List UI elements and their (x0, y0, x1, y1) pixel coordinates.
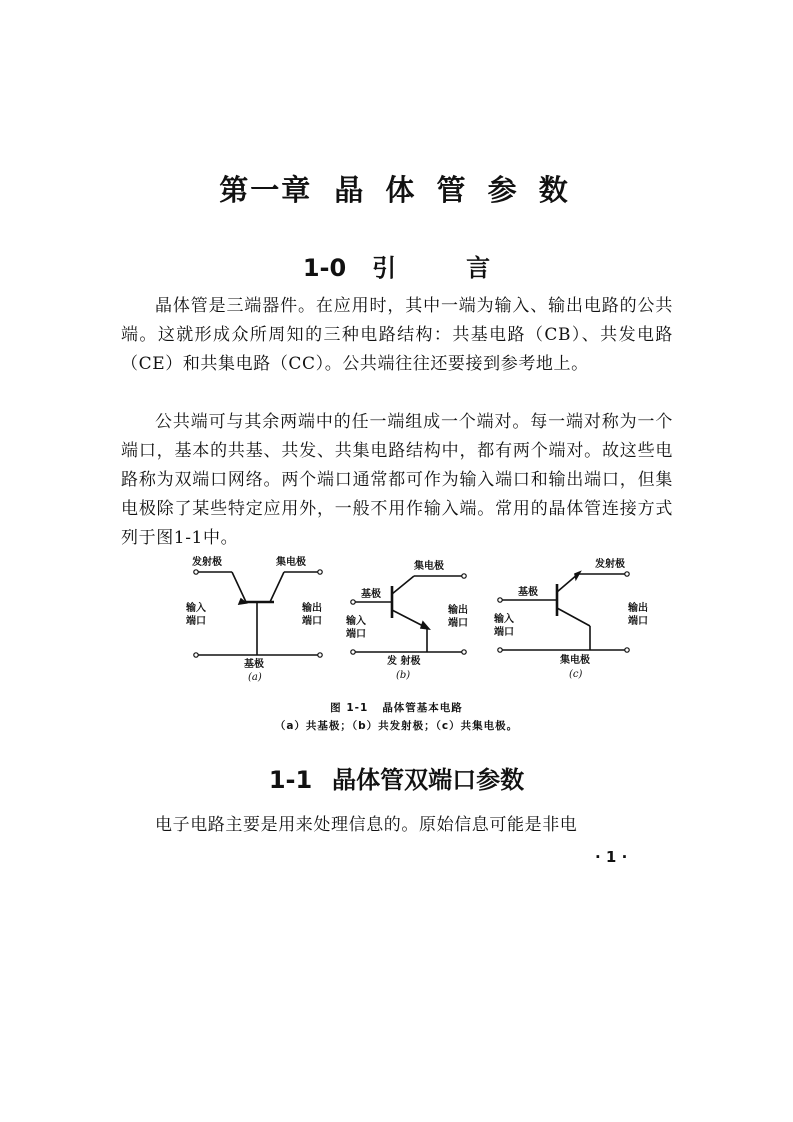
a-base-label: 基极 (244, 659, 264, 670)
c-input-label-2: 端口 (494, 627, 514, 638)
figure-caption-detail: （a）共基极；（b）共发射极；（c）共集电极。 (274, 720, 519, 732)
figure-number: 图 1-1 (330, 702, 369, 714)
figure-caption (0, 700, 793, 715)
section-word-1: 引 (372, 254, 397, 282)
section-title-text: 晶体管双端口参数 (332, 766, 525, 794)
figure-transistor-circuits (180, 552, 650, 692)
c-emitter-label: 发射极 (595, 559, 625, 570)
b-output-label-1: 输出 (448, 605, 468, 616)
a-collector-label: 集电极 (276, 557, 306, 568)
b-output-label-2: 端口 (448, 618, 468, 629)
c-output-label-1: 输出 (628, 603, 648, 614)
section-heading-two-port (0, 760, 793, 795)
page-number: · 1 · (595, 848, 628, 866)
c-input-label-1: 输入 (494, 614, 514, 625)
b-input-label-2: 端口 (346, 629, 366, 640)
section-number: 1-1 (268, 766, 313, 794)
circuit-a-common-base (198, 572, 318, 655)
a-tag: (a) (248, 672, 262, 683)
paragraph-3: 电子电路主要是用来处理信息的。原始信息可能是非电 (155, 815, 578, 835)
b-base-label: 基极 (361, 589, 381, 600)
c-tag: (c) (569, 669, 583, 680)
a-input-label-2: 端口 (186, 616, 206, 627)
section-word-2: 言 (466, 254, 491, 282)
a-output-label-1: 输出 (302, 603, 322, 614)
chapter-name: 晶 体 管 参 数 (334, 173, 574, 207)
chapter-title (0, 168, 793, 209)
circuit-b-common-emitter (355, 576, 462, 652)
b-emitter-label: 发 射极 (387, 656, 421, 667)
c-base-label: 基极 (518, 587, 538, 598)
section-heading-intro (0, 248, 793, 283)
c-collector-label: 集电极 (560, 655, 590, 666)
b-tag: (b) (396, 670, 411, 681)
chapter-number: 第一章 (219, 173, 313, 207)
a-output-label-2: 端口 (302, 616, 322, 627)
section-number: 1-0 (302, 254, 347, 282)
b-input-label-1: 输入 (346, 616, 366, 627)
a-emitter-label: 发射极 (192, 557, 222, 568)
paragraph-2: 公共端可与其余两端中的任一端组成一个端对。每一端对称为一个端口，基本的共基、共发、共集电路结构中，都有两个端对。故这些电路称为双端口网络。两个端口通常都可作为输入端口和输出端口，但集电极除了某些特定应用外，一般不用作输入端。常用的晶体管连接方式列于图1-1中。 (121, 412, 673, 548)
b-collector-label: 集电极 (414, 561, 444, 572)
figure-title: 晶体管基本电路 (382, 702, 463, 714)
a-input-label-1: 输入 (186, 603, 206, 614)
c-output-label-2: 端口 (628, 616, 648, 627)
circuit-c-common-collector (502, 572, 625, 650)
circuit-diagram (180, 552, 650, 692)
paragraph-1: 晶体管是三端器件。在应用时，其中一端为输入、输出电路的公共端。这就形成众所周知的三种电路结构：共基电路（CB）、共发电路（CE）和共集电路（CC）。公共端往往还要接到参考地上。 (121, 296, 673, 374)
